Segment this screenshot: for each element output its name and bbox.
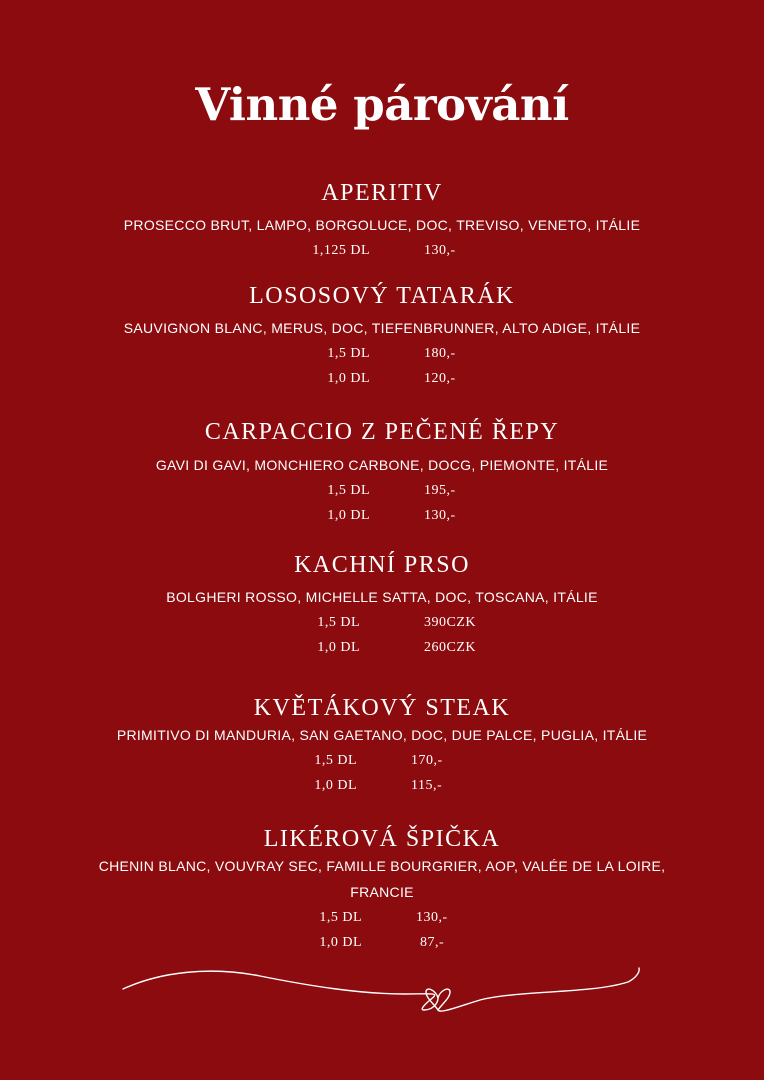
price-value: 260CZK: [424, 640, 476, 655]
heart-line-flourish-icon: [120, 960, 645, 1020]
price-value: 170,-: [411, 753, 443, 768]
price-row: [0, 238, 764, 263]
volume-label: 1,0 DL: [317, 640, 360, 655]
wine-description: CHENIN BLANC, VOUVRAY SEC, FAMILLE BOURGRIER, AOP, VALÉE DE LA LOIRE,: [98, 858, 666, 874]
volume-label: 1,5 DL: [314, 753, 357, 768]
course-heading: LIKÉROVÁ ŠPIČKA: [263, 826, 501, 852]
price-row: [0, 478, 764, 503]
price-row: [0, 503, 764, 528]
price-row: [0, 341, 764, 366]
price-row: [0, 610, 764, 635]
volume-label: 1,5 DL: [327, 483, 370, 498]
course-kachni-prso: [0, 551, 764, 660]
price-value: 130,-: [424, 243, 456, 258]
price-row: [0, 366, 764, 391]
price-value: 130,-: [424, 508, 456, 523]
course-heading: LOSOSOVÝ TATARÁK: [249, 283, 515, 309]
course-heading: KACHNÍ PRSO: [294, 552, 470, 578]
course-lososovy-tatarak: [0, 282, 764, 391]
volume-label: 1,5 DL: [317, 615, 360, 630]
wine-description: PROSECCO BRUT, LAMPO, BORGOLUCE, DOC, TREVISO, VENETO, ITÁLIE: [123, 217, 641, 233]
wine-description: SAUVIGNON BLANC, MERUS, DOC, TIEFENBRUNNER, ALTO ADIGE, ITÁLIE: [123, 320, 641, 336]
price-row: [0, 773, 764, 798]
price-value: 180,-: [424, 346, 456, 361]
price-value: 390CZK: [424, 615, 476, 630]
volume-label: 1,0 DL: [327, 371, 370, 386]
price-row: [0, 748, 764, 773]
volume-label: 1,0 DL: [327, 508, 370, 523]
course-heading: KVĚTÁKOVÝ STEAK: [253, 695, 511, 721]
volume-label: 1,0 DL: [314, 778, 357, 793]
course-aperitiv: [0, 179, 764, 263]
wine-description: BOLGHERI ROSSO, MICHELLE SATTA, DOC, TOSCANA, ITÁLIE: [166, 589, 598, 605]
price-value: 195,-: [424, 483, 456, 498]
course-heading: CARPACCIO Z PEČENÉ ŘEPY: [204, 419, 560, 445]
wine-description: GAVI DI GAVI, MONCHIERO CARBONE, DOCG, PIEMONTE, ITÁLIE: [155, 457, 609, 473]
course-kvetakovy-steak: [0, 694, 764, 798]
course-carpaccio: [0, 418, 764, 528]
volume-label: 1,125 DL: [312, 243, 370, 258]
volume-label: 1,5 DL: [327, 346, 370, 361]
price-row: [0, 930, 764, 955]
price-value: 130,-: [416, 910, 448, 925]
price-row: [0, 635, 764, 660]
volume-label: 1,0 DL: [319, 935, 362, 950]
wine-description: PRIMITIVO DI MANDURIA, SAN GAETANO, DOC, DUE PALCE, PUGLIA, ITÁLIE: [116, 727, 648, 743]
course-heading: APERITIV: [321, 180, 443, 206]
price-value: 115,-: [411, 778, 443, 793]
wine-description-line2: FRANCIE: [350, 884, 414, 900]
page-title: Vinné párování: [195, 78, 569, 131]
price-row: [0, 905, 764, 930]
course-likerova-spicka: [0, 825, 764, 955]
price-value: 87,-: [420, 935, 445, 950]
price-value: 120,-: [424, 371, 456, 386]
volume-label: 1,5 DL: [319, 910, 362, 925]
